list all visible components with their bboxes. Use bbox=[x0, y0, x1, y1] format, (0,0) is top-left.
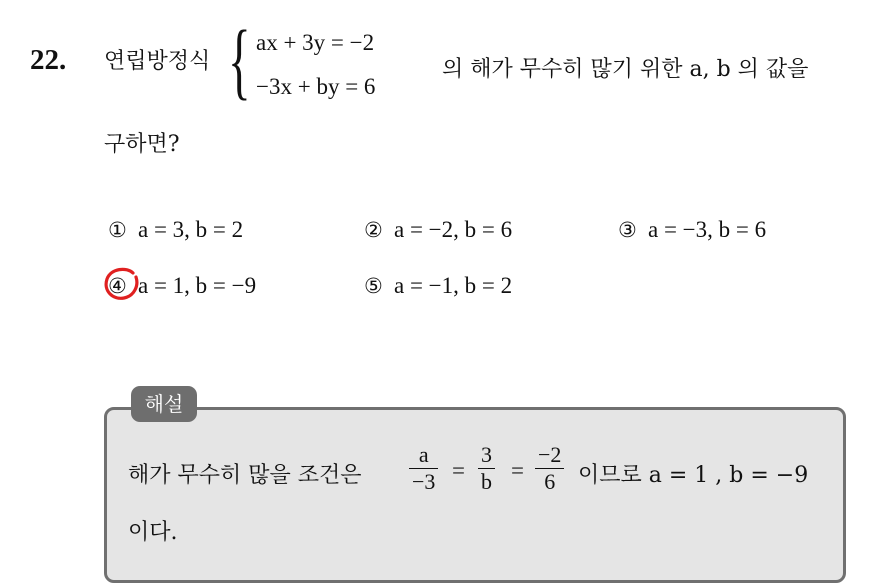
choice-5[interactable] bbox=[364, 273, 512, 299]
choice-3[interactable] bbox=[618, 217, 766, 243]
choice-3-number: ③ bbox=[618, 218, 637, 242]
fraction-1-denominator: −3 bbox=[412, 469, 436, 494]
system-brace: { bbox=[228, 12, 251, 108]
choice-2-text: a = −2, b = 6 bbox=[394, 217, 513, 242]
choice-1-number: ① bbox=[108, 218, 127, 242]
choice-4-text: a = 1, b = −9 bbox=[138, 273, 257, 298]
fraction-2-denominator: b bbox=[481, 469, 492, 494]
fraction-neg2-over-6 bbox=[535, 442, 564, 495]
fraction-3-numerator: −2 bbox=[535, 442, 564, 469]
question-text-end: 의 해가 무수히 많기 위한 a, b 의 값을 bbox=[442, 57, 809, 82]
equation-2: −3x + by = 6 bbox=[256, 74, 376, 99]
choice-5-text: a = −1, b = 2 bbox=[394, 273, 513, 298]
choice-1-text: a = 3, b = 2 bbox=[138, 217, 244, 242]
choice-1[interactable] bbox=[108, 217, 243, 243]
choice-4-number: ④ bbox=[108, 274, 127, 298]
equation-1: ax + 3y = −2 bbox=[256, 30, 375, 55]
problem-number: 22. bbox=[30, 44, 67, 76]
choice-2[interactable] bbox=[364, 217, 512, 243]
solution-text-line2: 이다. bbox=[128, 520, 178, 545]
fraction-a-over-neg3 bbox=[409, 442, 438, 495]
answer-circle-mark bbox=[103, 266, 141, 302]
solution-box bbox=[104, 407, 846, 583]
question-text-line2: 구하면? bbox=[104, 132, 180, 157]
equals-sign-1: = bbox=[452, 458, 465, 483]
solution-text-start: 해가 무수히 많을 조건은 bbox=[128, 463, 362, 488]
choice-5-number: ⑤ bbox=[364, 274, 383, 298]
fraction-3-denominator: 6 bbox=[544, 469, 556, 494]
fraction-2-numerator: 3 bbox=[478, 442, 495, 469]
solution-text-end: 이므로 a = 1 , b = −9 bbox=[578, 463, 809, 488]
fraction-3-over-b bbox=[478, 442, 495, 495]
equals-sign-2: = bbox=[511, 458, 524, 483]
fraction-1-numerator: a bbox=[409, 442, 438, 469]
choice-3-text: a = −3, b = 6 bbox=[648, 217, 767, 242]
choice-2-number: ② bbox=[364, 218, 383, 242]
solution-label: 해설 bbox=[131, 386, 197, 422]
question-text-start: 연립방정식 bbox=[104, 49, 211, 74]
